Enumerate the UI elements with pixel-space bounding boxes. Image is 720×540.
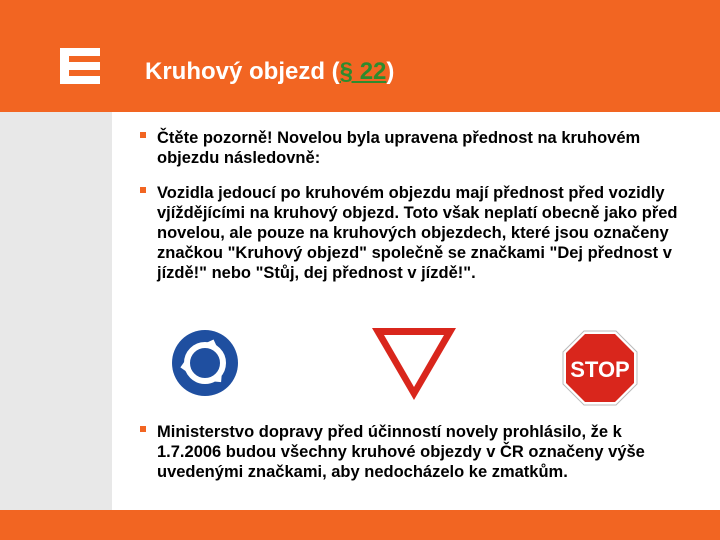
bullet-text: Vozidla jedoucí po kruhovém objezdu mají přednost před vozidly vjíždějícími na kruhový objezd. Toto však neplatí obecně jako před novelou, ale pouze na kruhových objezdech, které jsou označeny značkou "Kruhový objezd" společně se značkami "Dej přednost v jízdě!" nebo "Stůj, dej přednost v jízdě!". bbox=[157, 184, 678, 282]
header-bar bbox=[0, 0, 720, 112]
bullet-item bbox=[140, 128, 680, 168]
roundabout-sign-icon bbox=[168, 326, 242, 400]
bullet-marker bbox=[140, 132, 146, 138]
footer-bar bbox=[0, 510, 720, 540]
page-title bbox=[145, 58, 394, 86]
paragraph-link[interactable]: § 22 bbox=[339, 58, 387, 85]
bullet-marker bbox=[140, 426, 146, 432]
title-prefix: Kruhový objezd ( bbox=[145, 58, 340, 85]
title-suffix: ) bbox=[386, 58, 395, 85]
stop-sign-icon bbox=[562, 330, 638, 406]
cez-logo-icon bbox=[60, 48, 100, 84]
bullet-item bbox=[140, 183, 680, 283]
bullet-text: Čtěte pozorně! Novelou byla upravena přednost na kruhovém objezdu následovně: bbox=[157, 129, 641, 167]
bullet-item bbox=[140, 422, 680, 482]
bullet-marker bbox=[140, 187, 146, 193]
stop-sign-text: STOP bbox=[570, 357, 630, 382]
left-gray-panel bbox=[0, 112, 112, 510]
bullet-text: Ministerstvo dopravy před účinností novely prohlásilo, že k 1.7.2006 budou všechny kruhové objezdy v ČR označeny výše uvedenými značkami, aby nedocházelo ke zmatkům. bbox=[157, 423, 645, 481]
yield-sign-icon bbox=[370, 326, 458, 402]
